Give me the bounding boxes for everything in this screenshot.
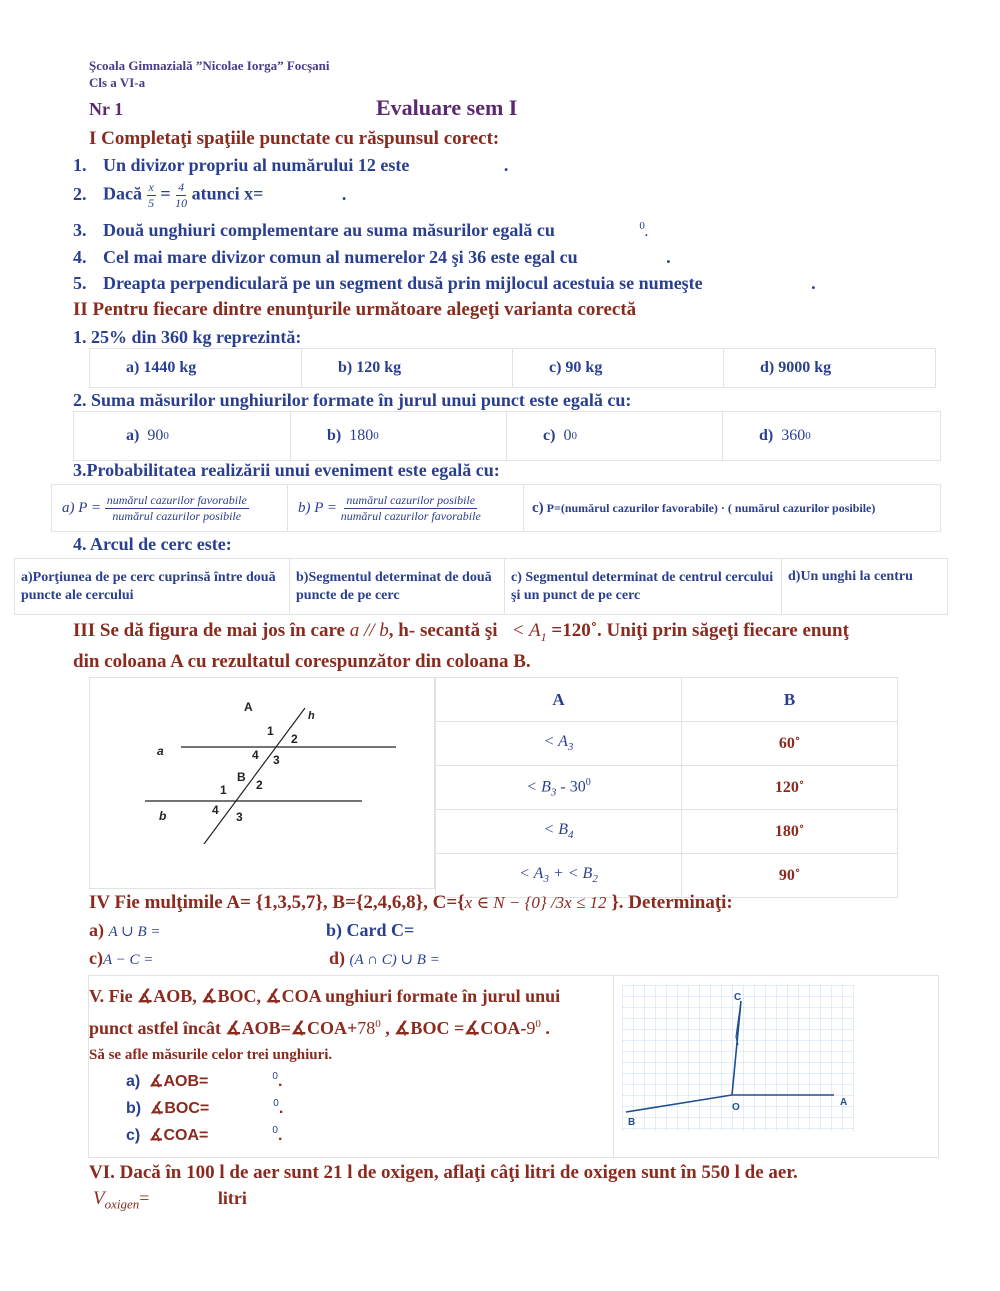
q2-option-d[interactable]: d) 360 0 xyxy=(759,427,811,444)
label-C: C xyxy=(734,992,742,1003)
label-O: O xyxy=(732,1102,740,1113)
label-B: B xyxy=(237,770,246,784)
q1-option-d[interactable]: d) 9000 kg xyxy=(760,359,832,376)
angle-A4: 4 xyxy=(252,748,259,762)
section6-answer: $V_{oxigen}=$ litri xyxy=(93,1188,247,1212)
angle-B1: 1 xyxy=(220,783,227,797)
section5-answer-b: b) ∡BOC= $^0$. xyxy=(126,1098,284,1117)
label-B: B xyxy=(628,1117,636,1128)
label-A: A xyxy=(244,700,253,714)
matching-table xyxy=(435,677,898,898)
section4-a: a) A ∪ B = xyxy=(89,920,161,940)
q3-option-a[interactable]: a) P = $\frac{\text{numărul cazurilor favorabile}}{\text{numărul cazurilor posibile}}$ xyxy=(52,485,288,531)
col-a-item-1[interactable]: < $A_3$ xyxy=(436,722,682,766)
q2-options xyxy=(73,411,941,461)
section4-d: d) (A ∩ C) ∪ B = xyxy=(329,948,440,968)
col-a-item-4[interactable]: < $A_3$ + < $B_2$ xyxy=(436,854,682,898)
page-title: Evaluare sem I xyxy=(376,95,518,120)
q3-options xyxy=(51,484,941,532)
section4-b: b) Card C= xyxy=(326,920,415,940)
col-a-item-2[interactable]: < $B_3 - 30^0$ xyxy=(436,766,682,810)
q4-option-b[interactable]: b)Segmentul determinat de două puncte de pe cerc xyxy=(290,559,505,614)
q3-option-c[interactable]: c) P=(numărul cazurilor favorabile) · ( numărul cazurilor posibile) xyxy=(532,499,876,516)
q1-options xyxy=(89,348,936,388)
angle-A1: 1 xyxy=(267,724,274,738)
class-label: Cls a VI-a xyxy=(89,75,146,90)
section1-item-3: 3. Două unghiuri complementare au suma măsurilor egală cu $^0$. xyxy=(73,220,648,240)
label-b: b xyxy=(159,809,167,823)
section2-q2: 2. Suma măsurilor unghiurilor formate în jurul unui punct este egală cu: xyxy=(73,390,632,410)
q2-option-c[interactable]: c) 0 0 xyxy=(507,412,723,460)
section2-q4: 4. Arcul de cerc este: xyxy=(73,534,232,554)
section5-question: Să se afle măsurile celor trei unghiuri. xyxy=(89,1047,333,1063)
q4-option-c[interactable]: c) Segmentul determinat de centrul cercului şi un punct de pe cerc xyxy=(505,559,782,614)
angle-A3: 3 xyxy=(273,753,280,767)
test-number: Nr 1 xyxy=(89,99,124,119)
q4-option-a[interactable]: a)Porţiunea de pe cerc cuprinsă între două puncte ale cercului xyxy=(15,559,290,614)
section4-title: IV Fie mulţimile A= {1,3,5,7}, B={2,4,6,8}, C={x ∈ N − {0} /3x ≤ 12 }. Determinaţi: xyxy=(89,892,733,913)
q4-option-d[interactable]: d)Un unghi la centru xyxy=(788,569,913,584)
school-name: Şcoala Gimnazială ”Nicolae Iorga” Focşani xyxy=(89,58,330,73)
section5-answer-a: a) ∡AOB= $^0$. xyxy=(126,1071,283,1090)
q1-option-b[interactable]: b) 120 kg xyxy=(302,349,513,387)
col-b-item-1[interactable]: 60˚ xyxy=(682,722,898,766)
col-b-item-2[interactable]: 120˚ xyxy=(682,766,898,810)
angle-A2: 2 xyxy=(291,732,298,746)
section4-c: c)A − C = xyxy=(89,948,154,968)
label-h: h xyxy=(308,710,315,722)
q1-option-c[interactable]: c) 90 kg xyxy=(513,349,724,387)
q2-option-a[interactable]: a) 90 0 xyxy=(74,412,291,460)
angles-figure xyxy=(622,985,854,1131)
col-a-item-3[interactable]: < $B_4$ xyxy=(436,810,682,854)
col-b-header: B xyxy=(682,678,898,722)
section5-title: V. Fie ∡AOB, ∡BOC, ∡COA unghiuri formate în jurul unui xyxy=(89,986,561,1006)
section1-item-4: 4. Cel mai mare divizor comun al numerelor 24 şi 36 este egal cu . xyxy=(73,247,671,267)
section2-q1: 1. 25% din 360 kg reprezintă: xyxy=(73,327,302,347)
q4-options xyxy=(14,558,948,615)
section3-title: III Se dă figura de mai jos în care a // b, h- secantă şi < $A_1$ =120˚. Uniţi prin săgeţi fiecare enunţ xyxy=(73,620,849,644)
angle-B4: 4 xyxy=(212,803,219,817)
q2-option-b[interactable]: b) 180 0 xyxy=(291,412,507,460)
angle-B2: 2 xyxy=(256,778,263,792)
label-A: A xyxy=(840,1097,848,1108)
section3-title-line2: din coloana A cu rezultatul corespunzător din coloana B. xyxy=(73,651,531,672)
col-b-item-4[interactable]: 90˚ xyxy=(682,854,898,898)
label-a: a xyxy=(157,744,164,758)
section5-condition: punct astfel încât $∡AOB=∡COA+78^0$ , ∡BOC $=∡COA-9^0$ . xyxy=(89,1018,550,1038)
section2-title: II Pentru fiecare dintre enunţurile următoare alegeţi varianta corectă xyxy=(73,299,637,320)
q3-option-b[interactable]: b) P = $\frac{\text{numărul cazurilor posibile}}{\text{numărul cazurilor favorabile}}$ xyxy=(288,485,524,531)
section1-item-2: 2. Dacă $\frac{x}{5}$ = $\frac{4}{10}$ atunci x= . xyxy=(73,180,347,210)
section1-item-1: 1. Un divizor propriu al numărului 12 este . xyxy=(73,155,509,175)
q1-option-a[interactable]: a) 1440 kg xyxy=(90,349,302,387)
col-b-item-3[interactable]: 180˚ xyxy=(682,810,898,854)
parallel-lines-figure xyxy=(125,688,397,844)
section5-answer-c: c) ∡COA= $^0$. xyxy=(126,1125,283,1144)
col-a-header: A xyxy=(436,678,682,722)
angle-B3: 3 xyxy=(236,810,243,824)
section1-item-5: 5. Dreapta perpendiculară pe un segment dusă prin mijlocul acestuia se numeşte . xyxy=(73,273,816,293)
section1-title: I Completaţi spaţiile punctate cu răspunsul corect: xyxy=(89,128,500,149)
section6-title: VI. Dacă în 100 l de aer sunt 21 l de oxigen, aflaţi câţi litri de oxigen sunt în 550 l de aer. xyxy=(89,1162,798,1183)
section2-q3: 3.Probabilitatea realizării unui eveniment este egală cu: xyxy=(73,460,500,480)
